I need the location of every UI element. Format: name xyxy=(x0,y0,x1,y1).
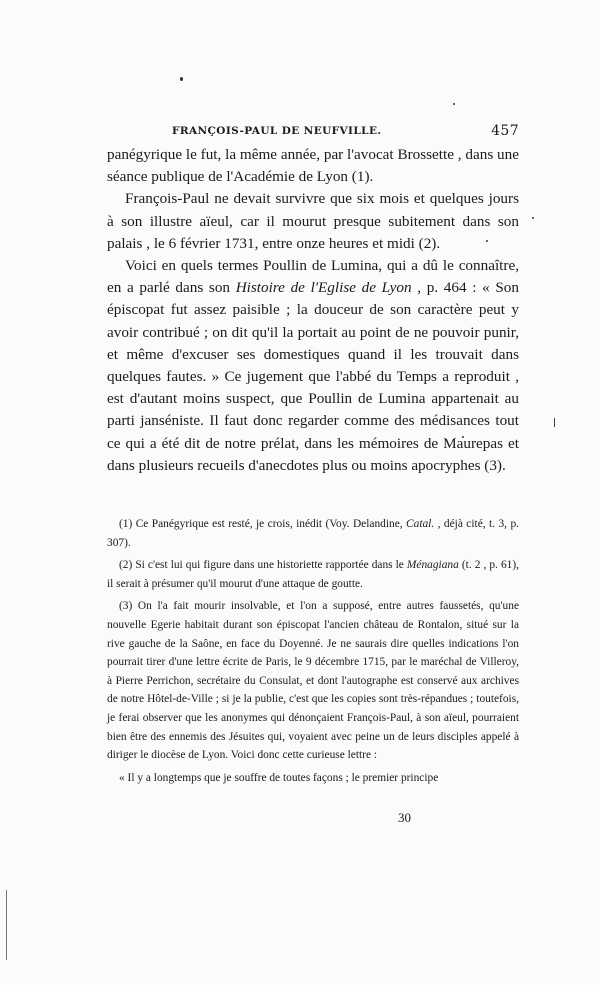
binding-edge-line xyxy=(6,890,7,960)
footnote-text: , déjà cité, t. 3, p. 307). xyxy=(107,518,519,549)
paragraph-text: Voici en quels termes Poullin de Lumina, qui a dû le connaître, en a parlé dans son xyxy=(107,257,519,297)
paragraph xyxy=(107,255,519,477)
margin-mark xyxy=(554,418,555,427)
ink-speck xyxy=(532,217,534,219)
footnote-italic: Catal. xyxy=(406,518,435,530)
ink-speck xyxy=(180,77,183,81)
book-title: Histoire de l'Eglise de Lyon xyxy=(235,279,412,297)
footnote-text: (2) Si c'est lui qui figure dans une historiette rapportée dans le xyxy=(119,559,407,572)
footnote xyxy=(107,556,519,593)
paragraph: panégyrique le fut, la même année, par l'avocat Brossette , dans une séance publique de l'Académie de Lyon (1). xyxy=(107,146,519,186)
footnote-italic: Ménagiana xyxy=(406,559,459,572)
paragraph: François-Paul ne devait survivre que six mois et quelques jours à son illustre aïeul, car il mourut presque subitement dans son palais , le 6 février 1731, entre onze heures et midi (2). xyxy=(107,190,519,252)
footnote-text: (t. 2 , p. 61), il serait à présumer qu'il mourut d'une attaque de goutte. xyxy=(107,559,519,590)
paragraph-text: , p. 464 : « Son épiscopat fut assez paisible ; la douceur de son caractère peut y avoir contribué ; on dit qu'il la portait au point de ne pouvoir punir, et même d'excuser ses domestiques quand il les trouvait dans quelques fautes. » Ce jugement que l'abbé du Temps a reproduit , est d'autant moins suspect, que Poullin de Lumina appartenait au parti janséniste. Il faut donc regarder comme des médisances tout ce qui a été dit de notre prélat, dans les mémoires de Maurepas et dans plusieurs recueils d'anecdotes plus ou moins apocryphes (3). xyxy=(107,279,519,474)
footnotes xyxy=(107,515,519,791)
page-number: 457 xyxy=(491,123,519,139)
main-text xyxy=(107,144,519,477)
running-header xyxy=(107,124,527,142)
footnote-text: (1) Ce Panégyrique est resté, je crois, inédit (Voy. Delandine, xyxy=(119,518,407,530)
footnote xyxy=(107,515,519,552)
header-title: FRANÇOIS-PAUL DE NEUFVILLE. xyxy=(172,125,382,137)
footnote-quote: « Il y a longtemps que je souffre de toutes façons ; le premier principe xyxy=(119,771,439,784)
signature-mark: 30 xyxy=(398,810,411,825)
ink-speck xyxy=(453,103,455,105)
footnote: (3) On l'a fait mourir insolvable, et l'on a supposé, entre autres faussetés, qu'une nouvelle Egerie habitait durant son épiscopat l'ancien château de Rontalon, situé sur la rive gauche de la Saône, en face du Doyenné. Je ne saurais dire quelles indications l'on pourrait tirer d'une lettre écrite de Paris, le 9 décembre 1715, par le maréchal de Villeroy, à Pierre Perrichon, secrétaire du Consulat, et dont l'autographe est conservé aux archives de notre Hôtel-de-Ville ; si je la publie, c'est que les copies sont très-répandues ; toutefois, je ferai observer que les anonymes qui dénonçaient François-Paul, à son aïeul, pourraient bien être des ennemis des Jésuites qui, voyaient avec peine un de leurs disciples appelé à diriger le diocèse de Lyon. Voici donc cette curieuse lettre : xyxy=(107,600,519,762)
